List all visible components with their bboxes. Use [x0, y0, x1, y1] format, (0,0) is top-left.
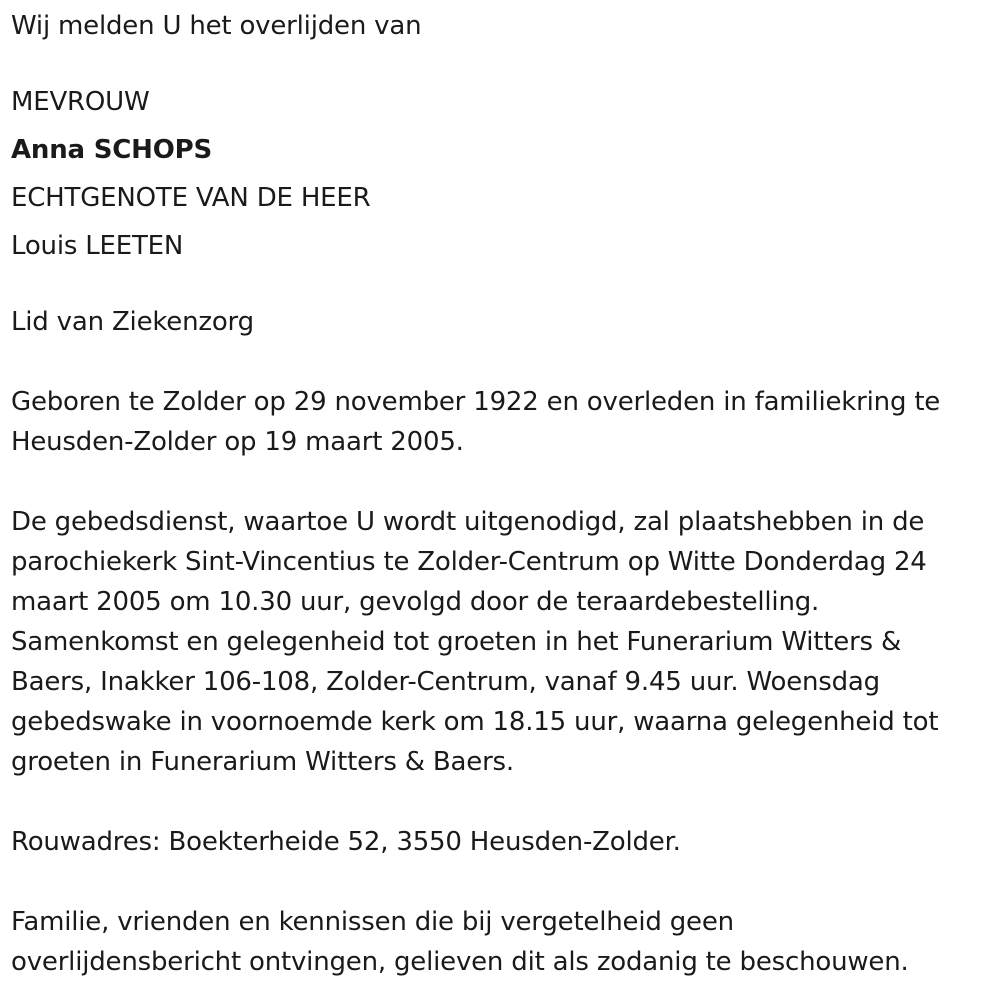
paragraph-line: Samenkomst en gelegenheid tot groeten in het Funerarium Witters & [11, 627, 902, 657]
paragraph-line: parochiekerk Sint-Vincentius te Zolder-Centrum op Witte Donderdag 24 [11, 547, 927, 577]
paragraph-line: Baers, Inakker 106-108, Zolder-Centrum, vanaf 9.45 uur. Woensdag [11, 667, 880, 697]
closing-paragraph [11, 902, 986, 982]
intro-text: Wij melden U het overlijden van [11, 11, 422, 41]
membership-text: Lid van Ziekenzorg [11, 307, 254, 337]
spacer [11, 46, 986, 78]
spacer [11, 862, 986, 902]
paragraph-line: groeten in Funerarium Witters & Baers. [11, 747, 514, 777]
paragraph-line: Geboren te Zolder op 29 november 1922 en overleden in familiekring te [11, 387, 941, 417]
service-paragraph [11, 502, 986, 782]
paragraph-line: maart 2005 om 10.30 uur, gevolgd door de teraardebestelling. [11, 587, 820, 617]
death-notice [11, 6, 986, 982]
paragraph-line: Heusden-Zolder op 19 maart 2005. [11, 427, 464, 457]
mourning-address: Rouwadres: Boekterheide 52, 3550 Heusden-Zolder. [11, 827, 681, 857]
paragraph-line: overlijdensbericht ontvingen, gelieven dit als zodanig te beschouwen. [11, 947, 909, 977]
spacer [11, 342, 986, 382]
paragraph-line: Familie, vrienden en kennissen die bij vergetelheid geen [11, 907, 734, 937]
deceased-name: Anna SCHOPS [11, 135, 212, 165]
spacer [11, 782, 986, 822]
paragraph-line: gebedswake in voornoemde kerk om 18.15 uur, waarna gelegenheid tot [11, 707, 939, 737]
paragraph-line: De gebedsdienst, waartoe U wordt uitgenodigd, zal plaatshebben in de [11, 507, 925, 537]
relation-text: ECHTGENOTE VAN DE HEER [11, 183, 371, 213]
spacer [11, 270, 986, 302]
spouse-name: Louis LEETEN [11, 231, 184, 261]
spacer [11, 462, 986, 502]
birth-death-paragraph [11, 382, 986, 462]
title-text: MEVROUW [11, 87, 150, 117]
